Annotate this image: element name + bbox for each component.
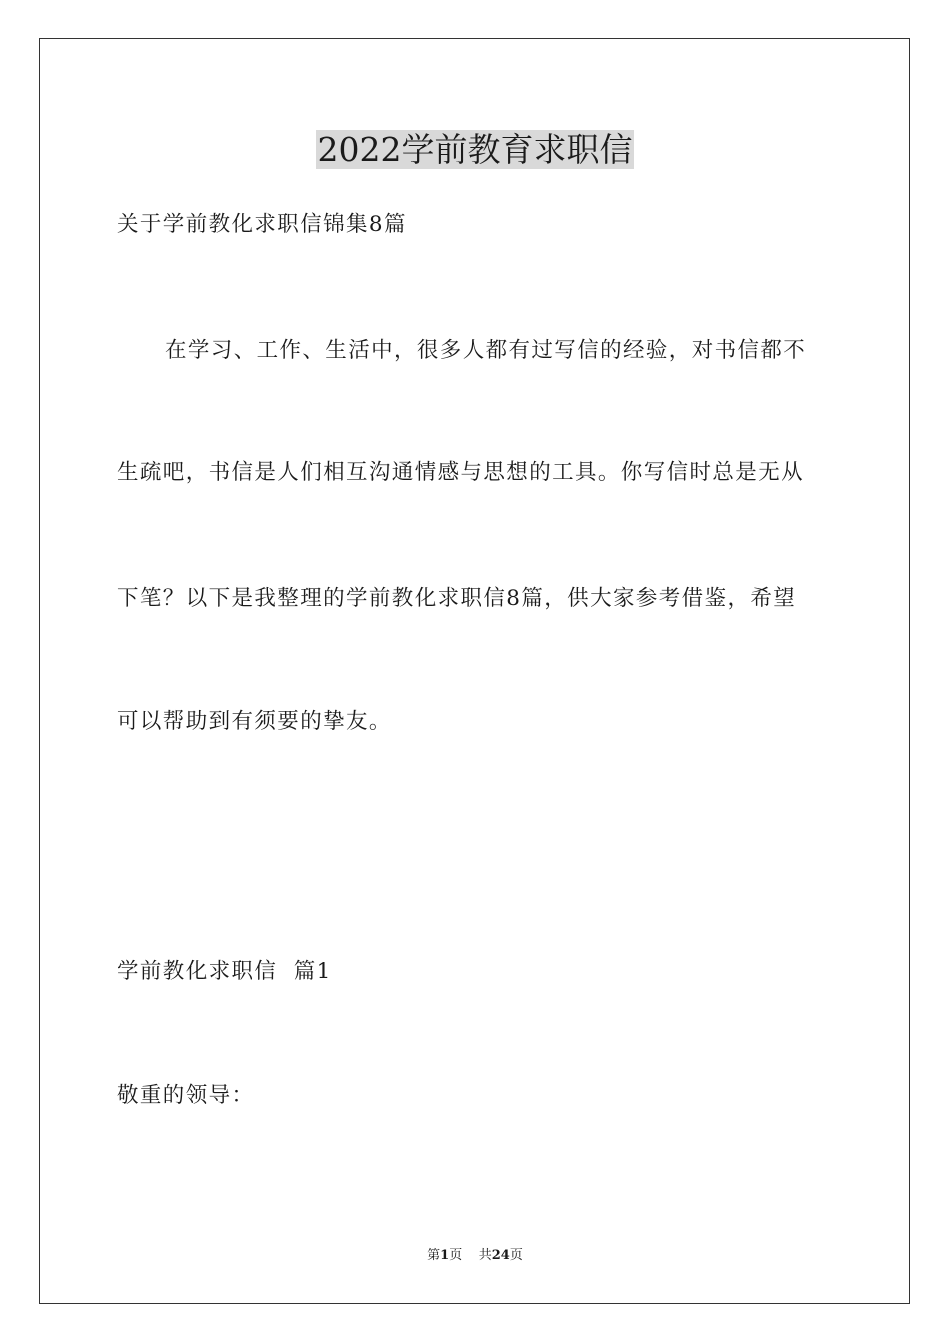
footer-page-number: 1 xyxy=(440,1248,450,1263)
footer-page-prefix: 第 xyxy=(427,1248,441,1263)
intro-line-3: 下笔？以下是我整理的学前教化求职信8篇，供大家参考借鉴，希望 xyxy=(117,586,797,611)
footer-page-suffix: 页 xyxy=(509,1248,523,1263)
footer-total-pages: 24 xyxy=(491,1248,510,1263)
document-title-text: 2022学前教育求职信 xyxy=(317,130,633,169)
document-subtitle: 关于学前教化求职信锦集8篇 xyxy=(117,212,407,237)
intro-line-4: 可以帮助到有须要的挚友。 xyxy=(117,709,392,734)
intro-line-1: 在学习、工作、生活中，很多人都有过写信的经验，对书信都不 xyxy=(165,338,807,363)
footer-page-mid: 页 共 xyxy=(449,1248,492,1263)
page-footer xyxy=(0,1247,950,1265)
intro-line-2: 生疏吧，书信是人们相互沟通情感与思想的工具。你写信时总是无从 xyxy=(117,460,805,485)
salutation: 敬重的领导： xyxy=(117,1083,255,1108)
document-title xyxy=(0,130,950,170)
section-heading: 学前教化求职信 篇1 xyxy=(117,959,332,984)
